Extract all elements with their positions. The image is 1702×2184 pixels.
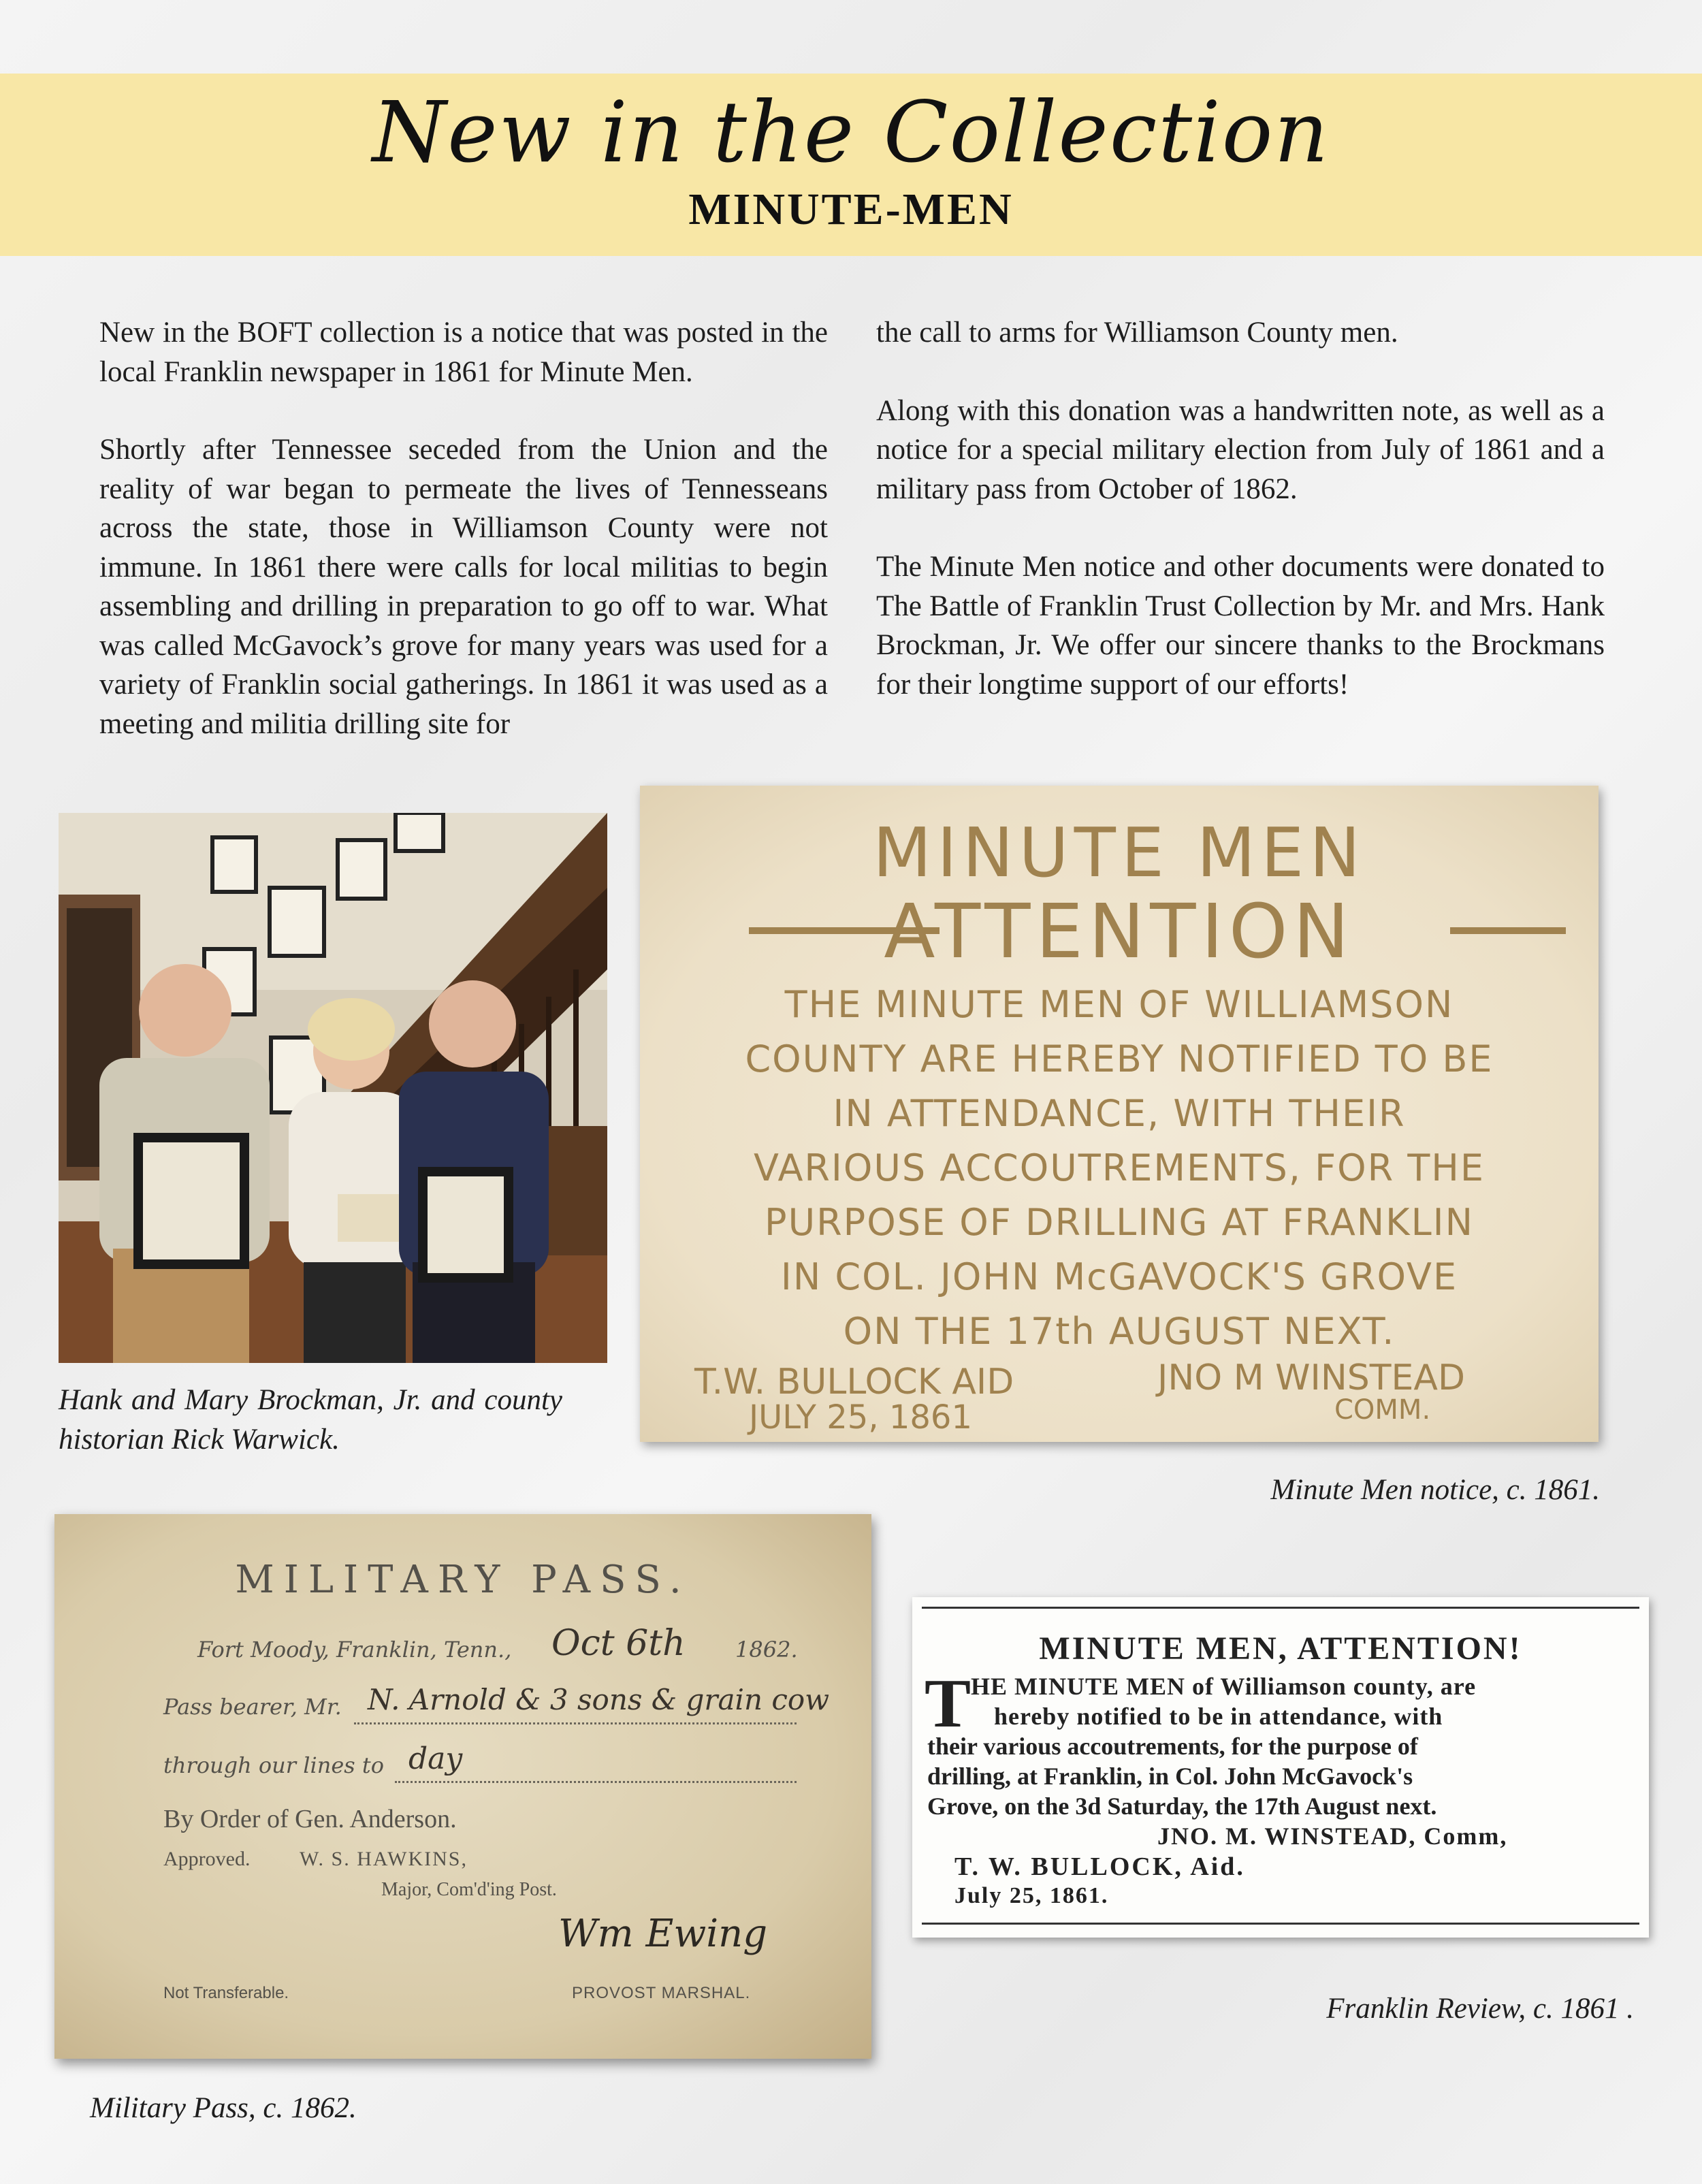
- notice-line: ON THE 17th AUGUST NEXT.: [843, 1310, 1396, 1353]
- notice-date: JULY 25, 1861: [749, 1398, 972, 1436]
- pass-title: MILITARY PASS.: [235, 1558, 691, 1602]
- pass-bearer: N. Arnold & 3 sons & grain cow: [368, 1683, 830, 1716]
- notice-signer-title: COMM.: [1334, 1394, 1431, 1426]
- pass-caption: Military Pass, c. 1862.: [90, 2092, 357, 2124]
- notice-line: IN ATTENDANCE, WITH THEIR: [833, 1092, 1406, 1135]
- article-column-right: [876, 313, 1605, 743]
- photo-caption: Hank and Mary Brockman, Jr. and county historian Rick Warwick.: [59, 1384, 562, 1456]
- pass-major: Major, Com'd'ing Post.: [381, 1879, 557, 1900]
- military-pass: [54, 1514, 871, 2059]
- page-title: New in the Collection: [372, 84, 1330, 182]
- notice-line: IN COL. JOHN McGAVOCK'S GROVE: [780, 1255, 1458, 1298]
- notice-line: THE MINUTE MEN OF WILLIAMSON: [784, 983, 1454, 1026]
- review-line: their various accoutrements, for the purpose of: [927, 1733, 1418, 1760]
- pass-place: Fort Moody, Franklin, Tenn.,: [197, 1637, 512, 1663]
- pass-bearer-line: [354, 1722, 797, 1724]
- review-aid: T. W. BULLOCK, Aid.: [954, 1852, 1245, 1881]
- review-heading: MINUTE MEN, ATTENTION!: [1039, 1631, 1522, 1667]
- review-dropcap: T: [925, 1665, 972, 1742]
- review-line: hereby notified to be in attendance, with: [994, 1703, 1443, 1730]
- review-date: July 25, 1861.: [954, 1883, 1109, 1908]
- review-line: Grove, on the 3d Saturday, the 17th August next.: [927, 1793, 1437, 1820]
- notice-line: COUNTY ARE HEREBY NOTIFIED TO BE: [745, 1038, 1494, 1080]
- article-paragraph: The Minute Men notice and other documents were donated to The Battle of Franklin Trust Collection by Mr. and Mrs. Hank Brockman, Jr. We offer our sincere thanks to the Brockmans for their longtime support of our efforts!: [876, 551, 1605, 701]
- pass-approved: Approved.: [163, 1848, 251, 1870]
- notice-rule-right: [1450, 927, 1566, 934]
- review-line: HE MINUTE MEN of Williamson county, are: [971, 1673, 1477, 1700]
- notice-subheading: ATTENTION: [884, 888, 1355, 975]
- article-column-left: [99, 313, 828, 782]
- pass-hawkins: W. S. HAWKINS,: [300, 1848, 468, 1870]
- notice-caption: Minute Men notice, c. 1861.: [1270, 1474, 1600, 1506]
- notice-line: VARIOUS ACCOUTREMENTS, FOR THE: [753, 1146, 1486, 1189]
- pass-destination: day: [408, 1741, 463, 1776]
- pass-not-transferable: Not Transferable.: [163, 1984, 289, 2002]
- article-paragraph: Along with this donation was a handwritten note, as well as a notice for a special military election from July of 1861 and a military pass from October of 1862.: [876, 394, 1605, 505]
- article-paragraph: New in the BOFT collection is a notice that was posted in the local Franklin newspaper in 1861 for Minute Men.: [99, 317, 828, 388]
- pass-through-label: through our lines to: [163, 1752, 384, 1778]
- page-subtitle: MINUTE-MEN: [688, 184, 1014, 234]
- pass-provost: PROVOST MARSHAL.: [572, 1984, 751, 2002]
- notice-line: PURPOSE OF DRILLING AT FRANKLIN: [765, 1201, 1474, 1244]
- review-comm: JNO. M. WINSTEAD, Comm,: [1157, 1822, 1508, 1850]
- review-line: drilling, at Franklin, in Col. John McGavock's: [927, 1763, 1413, 1790]
- pass-year: 1862.: [735, 1637, 798, 1663]
- pass-signature: Wm Ewing: [558, 1912, 768, 1956]
- minute-men-notice: [640, 786, 1599, 1442]
- notice-signer-left: T.W. BULLOCK AID: [694, 1362, 1014, 1402]
- clipping-rule-top: [922, 1607, 1639, 1609]
- clipping-rule-bottom: [922, 1923, 1639, 1925]
- notice-heading: MINUTE MEN: [872, 813, 1366, 893]
- article-paragraph: the call to arms for Williamson County men.: [876, 317, 1398, 349]
- pass-bearer-label: Pass bearer, Mr.: [163, 1694, 342, 1720]
- review-caption: Franklin Review, c. 1861 .: [1326, 1993, 1634, 2025]
- franklin-review-clipping: [912, 1597, 1649, 1938]
- donors-photo: [59, 813, 607, 1363]
- pass-through-line: [395, 1781, 797, 1783]
- pass-order: By Order of Gen. Anderson.: [163, 1805, 457, 1833]
- notice-signer-right: JNO M WINSTEAD: [1157, 1358, 1465, 1398]
- pass-date: Oct 6th: [551, 1623, 686, 1664]
- article-paragraph: Shortly after Tennessee seceded from the Union and the reality of war began to permeate the lives of Tennesseans across the state, those in Williamson County were not immune. In 1861 there were calls for local militias to begin assembling and drilling in preparation to go off to war. What was called McGavock’s grove for many years was used for a variety of Franklin social gatherings. In 1861 it was used as a meeting and militia drilling site for: [99, 434, 828, 740]
